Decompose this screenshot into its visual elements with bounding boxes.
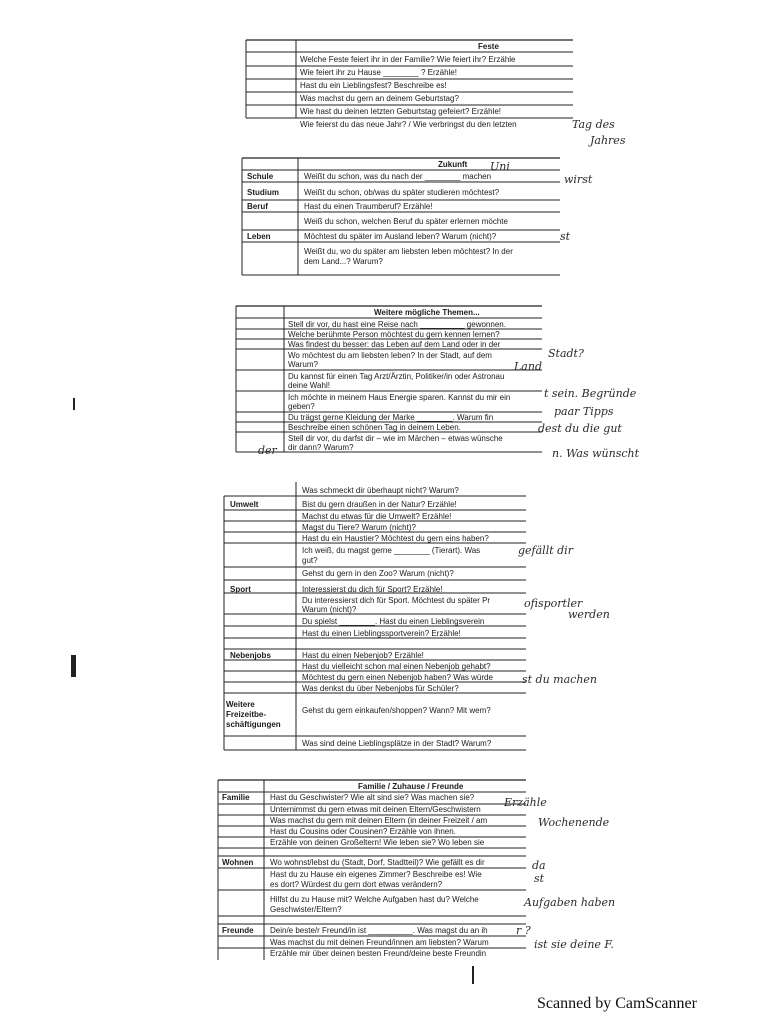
- zukunft-handwriting-2: wirst: [564, 173, 593, 186]
- umwelt-row-3: Machst du etwas für die Umwelt? Erzähle!: [302, 512, 452, 521]
- nebenjobs-row-4: Was denkst du über Nebenjobs für Schüler?: [302, 684, 459, 693]
- weitere-row-12: Stell dir vor, du darfst dir – wie im Märchen – etwas wünsche: [288, 434, 503, 443]
- sport-handwriting-1: ofisportler: [524, 597, 583, 610]
- weitere-row-1: Stell dir vor, du hast eine Reise nach __________ gewonnen.: [288, 320, 506, 329]
- weitere-row-2: Welche berühmte Person möchtest du gern kennen lernen?: [288, 330, 500, 339]
- wohnen-row-5: Geschwister/Eltern?: [270, 905, 342, 914]
- weitere-handwriting-7: der: [258, 444, 277, 457]
- label-freunde: Freunde: [222, 926, 254, 935]
- feste-row-2: Wie feiert ihr zu Hause ________ ? Erzähle!: [300, 68, 457, 77]
- nebenjobs-handwriting-1: st du machen: [522, 673, 598, 686]
- zukunft-label-leben: Leben: [247, 232, 271, 241]
- label-umwelt: Umwelt: [230, 500, 259, 509]
- weitere-row-6: Du kannst für einen Tag Arzt/Ärztin, Politiker/in oder Astronau: [288, 372, 505, 381]
- feste-row-1: Welche Feste feiert ihr in der Familie? Wie feiert ihr? Erzähle: [300, 55, 516, 64]
- umwelt-row-5: Hast du ein Haustier? Möchtest du gern eins haben?: [302, 534, 489, 543]
- wohnen-handwriting-1: da: [532, 859, 546, 872]
- weitere-row-9: geben?: [288, 402, 315, 411]
- label-wohnen: Wohnen: [222, 858, 254, 867]
- zukunft-row-6: Weißt du, wo du später am liebsten leben möchtest? In der: [304, 247, 513, 256]
- familie-row-5: Erzähle von deinen Großeltern! Wie leben sie? Wo leben sie: [270, 838, 485, 847]
- sport-row-4: Du spielst ________. Hast du einen Lieblingsverein: [302, 617, 485, 626]
- weitere-row-11: Beschreibe einen schönen Tag in deinem Leben.: [288, 423, 461, 432]
- sport-row-5: Hast du einen Lieblingssportverein? Erzähle!: [302, 629, 461, 638]
- zukunft-row-2: Weißt du schon, ob/was du später studieren möchtest?: [304, 188, 500, 197]
- weitere-handwriting-1: Stadt?: [548, 347, 584, 360]
- feste-handwriting-2: Jahres: [590, 134, 626, 147]
- label-familie: Familie: [222, 793, 250, 802]
- nebenjobs-row-3: Möchtest du gern einen Nebenjob haben? Was würde: [302, 673, 493, 682]
- wohnen-row-2: Hast du zu Hause ein eigenes Zimmer? Beschreibe es! Wie: [270, 870, 482, 879]
- weitere-row-5: Warum?: [288, 360, 318, 369]
- weitere-handwriting-3: t sein. Begründe: [544, 387, 637, 400]
- weitere-handwriting-2: Land: [514, 360, 542, 373]
- label-freizeit: Weitere Freizeitbe- schäftigungen: [226, 700, 281, 729]
- margin-mark-left: [71, 655, 76, 677]
- freunde-row-2: Was machst du mit deinen Freund/innen am liebsten? Warum: [270, 938, 489, 947]
- zukunft-table: [238, 150, 638, 295]
- weitere-row-4: Wo möchtest du am liebsten leben? In der Stadt, auf dem: [288, 351, 492, 360]
- sport-handwriting-2: werden: [568, 608, 610, 621]
- familie-row-2: Unternimmst du gern etwas mit deinen Eltern/Geschwistern: [270, 805, 481, 814]
- sport-row-1: Interessierst du dich für Sport? Erzähle!: [302, 585, 443, 594]
- weitere-themen-table: [232, 302, 662, 477]
- familie-row-3: Was machst du gern mit deinen Eltern (in deiner Freizeit / am: [270, 816, 488, 825]
- wohnen-row-4: Hilfst du zu Hause mit? Welche Aufgaben hast du? Welche: [270, 895, 479, 904]
- familie-handwriting-2: Wochenende: [538, 816, 610, 829]
- umwelt-row-1: Was schmeckt dir überhaupt nicht? Warum?: [302, 486, 459, 495]
- freizeit-row-2: Was sind deine Lieblingsplätze in der Stadt? Warum?: [302, 739, 492, 748]
- freunde-handwriting-1: r ?: [516, 924, 531, 937]
- zukunft-row-4: Weiß du schon, welchen Beruf du später erlernen möchte: [304, 217, 508, 226]
- umwelt-row-4: Magst du Tiere? Warum (nicht)?: [302, 523, 416, 532]
- nebenjobs-row-2: Hast du vielleicht schon mal einen Nebenjob gehabt?: [302, 662, 491, 671]
- familie-table: [216, 776, 656, 971]
- zukunft-row-1: Weißt du schon, was du nach der ________ machen: [304, 172, 492, 181]
- familie-row-4: Hast du Cousins oder Cousinen? Erzähle von ihnen.: [270, 827, 456, 836]
- feste-title: Feste: [478, 42, 499, 51]
- zukunft-handwriting-3: st: [560, 230, 571, 243]
- zukunft-label-schule: Schule: [247, 172, 274, 181]
- margin-tick-bottom: [472, 966, 474, 984]
- sport-row-2: Du interessierst dich für Sport. Möchtest du später Pr: [302, 596, 491, 605]
- weitere-row-3: Was findest du besser: das Leben auf dem Land oder in der: [288, 340, 501, 349]
- zukunft-label-studium: Studium: [247, 188, 279, 197]
- camscanner-footer: Scanned by CamScanner: [537, 995, 697, 1012]
- weitere-handwriting-5: dest du die gut: [538, 422, 622, 435]
- freunde-row-3: Erzähle mir über deinen besten Freund/deine beste Freundin: [270, 949, 487, 958]
- feste-row-5: Wie hast du deinen letzten Geburtstag gefeiert? Erzähle!: [300, 107, 502, 116]
- freunde-handwriting-2: ist sie deine F.: [534, 938, 614, 951]
- label-sport: Sport: [230, 585, 251, 594]
- label-nebenjobs: Nebenjobs: [230, 651, 271, 660]
- freizeit-row-1: Gehst du gern einkaufen/shoppen? Wann? Mit wem?: [302, 706, 491, 715]
- umwelt-handwriting-1: gefällt dir: [518, 544, 573, 557]
- zukunft-handwriting-1: Uni: [490, 160, 510, 173]
- zukunft-title: Zukunft: [438, 160, 468, 169]
- feste-row-3: Hast du ein Lieblingsfest? Beschreibe es!: [300, 81, 447, 90]
- weitere-row-8: Ich möchte in meinem Haus Energie sparen. Kannst du mir ein: [288, 393, 511, 402]
- zukunft-row-7: dem Land...? Warum?: [304, 257, 383, 266]
- umwelt-row-7: gut?: [302, 556, 318, 565]
- wohnen-row-1: Wo wohnst/lebst du (Stadt, Dorf, Stadtteil)? Wie gefällt es dir: [270, 858, 485, 867]
- weitere-handwriting-4: paar Tipps: [554, 405, 614, 418]
- freunde-row-1: Dein/e beste/r Freund/in ist __________. Was magst du an ih: [270, 926, 488, 935]
- sport-row-3: Warum (nicht)?: [302, 605, 357, 614]
- weitere-row-13: dir dann? Warum?: [288, 443, 354, 452]
- umwelt-sport-table: [222, 482, 642, 762]
- familie-row-1: Hast du Geschwister? Wie alt sind sie? Was machen sie?: [270, 793, 475, 802]
- weitere-handwriting-6: n. Was wünscht: [552, 447, 640, 460]
- weitere-row-7: deine Wahl!: [288, 381, 330, 390]
- umwelt-row-2: Bist du gern draußen in der Natur? Erzähle!: [302, 500, 457, 509]
- zukunft-table-graphic: [238, 150, 638, 290]
- nebenjobs-row-1: Hast du einen Nebenjob? Erzähle!: [302, 651, 424, 660]
- margin-tick-left: [73, 398, 75, 410]
- wohnen-handwriting-3: Aufgaben haben: [524, 896, 616, 909]
- wohnen-row-3: es dort? Würdest du gern dort etwas verändern?: [270, 880, 443, 889]
- umwelt-sport-graphic: [222, 482, 642, 757]
- feste-table: [238, 32, 658, 157]
- familie-handwriting-1: Erzähle: [504, 796, 547, 809]
- weitere-themen-graphic: [232, 302, 662, 472]
- zukunft-label-beruf: Beruf: [247, 202, 268, 211]
- familie-title: Familie / Zuhause / Freunde: [358, 782, 464, 791]
- familie-graphic: [216, 776, 656, 966]
- weitere-title: Weitere mögliche Themen...: [374, 308, 480, 317]
- zukunft-row-5: Möchtest du später im Ausland leben? Warum (nicht)?: [304, 232, 497, 241]
- wohnen-handwriting-2: st: [534, 872, 545, 885]
- umwelt-row-6: Ich weiß, du magst gerne ________ (Tierart). Was: [302, 546, 481, 555]
- feste-row-4: Was machst du gern an deinem Geburtstag?: [300, 94, 459, 103]
- umwelt-row-8: Gehst du gern in den Zoo? Warum (nicht)?: [302, 569, 454, 578]
- feste-table-graphic: [238, 32, 658, 152]
- weitere-row-10: Du trägst gerne Kleidung der Marke ________. Warum fin: [288, 413, 494, 422]
- feste-row-6: Wie feierst du das neue Jahr? / Wie verbringst du den letzten: [300, 120, 517, 129]
- label-freizeit-wrap: [226, 700, 296, 736]
- zukunft-row-3: Hast du einen Traumberuf? Erzähle!: [304, 202, 433, 211]
- feste-handwriting-1: Tag des: [572, 118, 615, 131]
